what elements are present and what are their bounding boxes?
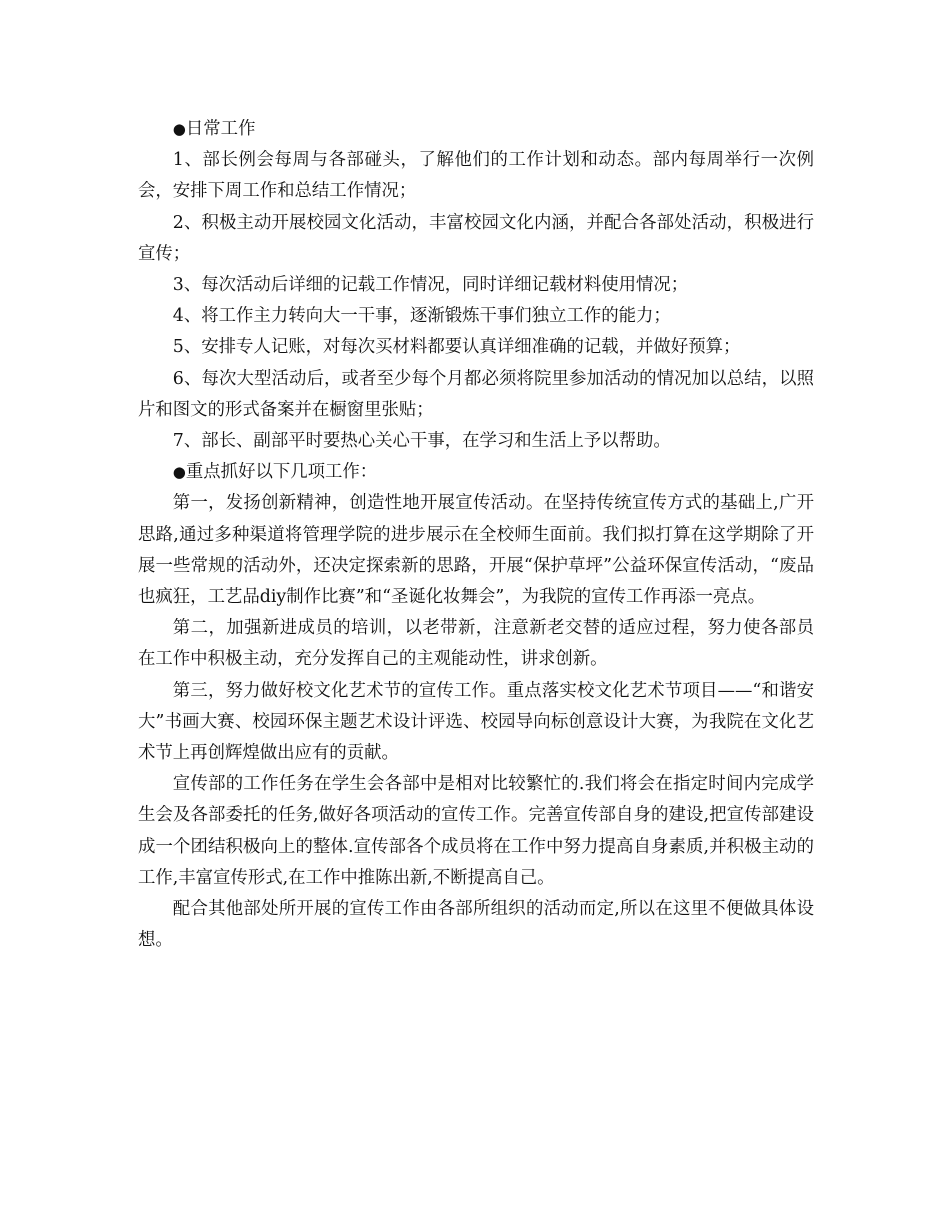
daily-item-5: 5、安排专人记账，对每次买材料都要认真详细准确的记载，并做好预算； bbox=[172, 337, 741, 358]
daily-item-4: 4、将工作主力转向大一干事，逐渐锻炼干事们独立工作的能力； bbox=[172, 306, 671, 327]
closing-paragraph-1: 宣传部的工作任务在学生会各部中是相对比较繁忙的.我们将会在指定时间内完成学生会及各部委托的任务,做好各项活动的宣传工作。完善宣传部自身的建设,把宣传部建设成一个团结积极向上的整体.宣传部各个成员将在工作中努力提高自身素质,并积极主动的工作,丰富宣传形式,在工作中推陈出新,不断提高自己。 bbox=[138, 774, 814, 888]
bullet-icon: ● bbox=[172, 120, 186, 138]
daily-item-2: 2、积极主动开展校园文化活动，丰富校园文化内涵，并配合各部处活动，积极进行宣传； bbox=[138, 212, 814, 264]
daily-item-7: 7、部长、副部平时要热心关心干事，在学习和生活上予以帮助。 bbox=[172, 431, 671, 452]
section-heading-key-work bbox=[138, 457, 814, 488]
daily-item-6: 6、每次大型活动后，或者至少每个月都必须将院里参加活动的情况加以总结，以照片和图文的形式备案并在橱窗里张贴； bbox=[138, 368, 814, 420]
document-body bbox=[138, 114, 814, 956]
key-item-3: 第三，努力做好校文化艺术节的宣传工作。重点落实校文化艺术节项目——“和谐安大”书画大赛、校园环保主题艺术设计评选、校园导向标创意设计大赛，为我院在文化艺术节上再创辉煌做出应有的贡献。 bbox=[138, 680, 814, 764]
daily-item-1: 1、部长例会每周与各部碰头，了解他们的工作计划和动态。部内每周举行一次例会，安排下周工作和总结工作情况； bbox=[138, 150, 814, 202]
key-item-1: 第一，发扬创新精神，创造性地开展宣传活动。在坚持传统宣传方式的基础上,广开思路,通过多种渠道将管理学院的进步展示在全校师生面前。我们拟打算在这学期除了开展一些常规的活动外，还决定探索新的思路，开展“保护草坪”公益环保宣传活动，“废品也疯狂，工艺品diy制作比赛”和“圣诞化妆舞会”，为我院的宣传工作再添一亮点。 bbox=[138, 493, 814, 608]
closing-paragraph-2: 配合其他部处所开展的宣传工作由各部所组织的活动而定,所以在这里不便做具体设想。 bbox=[138, 899, 814, 951]
section-heading-text: 重点抓好以下几项工作： bbox=[185, 462, 378, 483]
daily-item-3: 3、每次活动后详细的记载工作情况，同时详细记载材料使用情况； bbox=[172, 275, 689, 296]
bullet-icon: ● bbox=[172, 463, 186, 482]
section-heading-text: 日常工作 bbox=[185, 119, 256, 139]
key-item-2: 第二，加强新进成员的培训，以老带新，注意新老交替的适应过程，努力使各部员在工作中积极主动，充分发挥自己的主观能动性，讲求创新。 bbox=[138, 618, 814, 670]
section-heading-daily-work bbox=[138, 114, 814, 145]
